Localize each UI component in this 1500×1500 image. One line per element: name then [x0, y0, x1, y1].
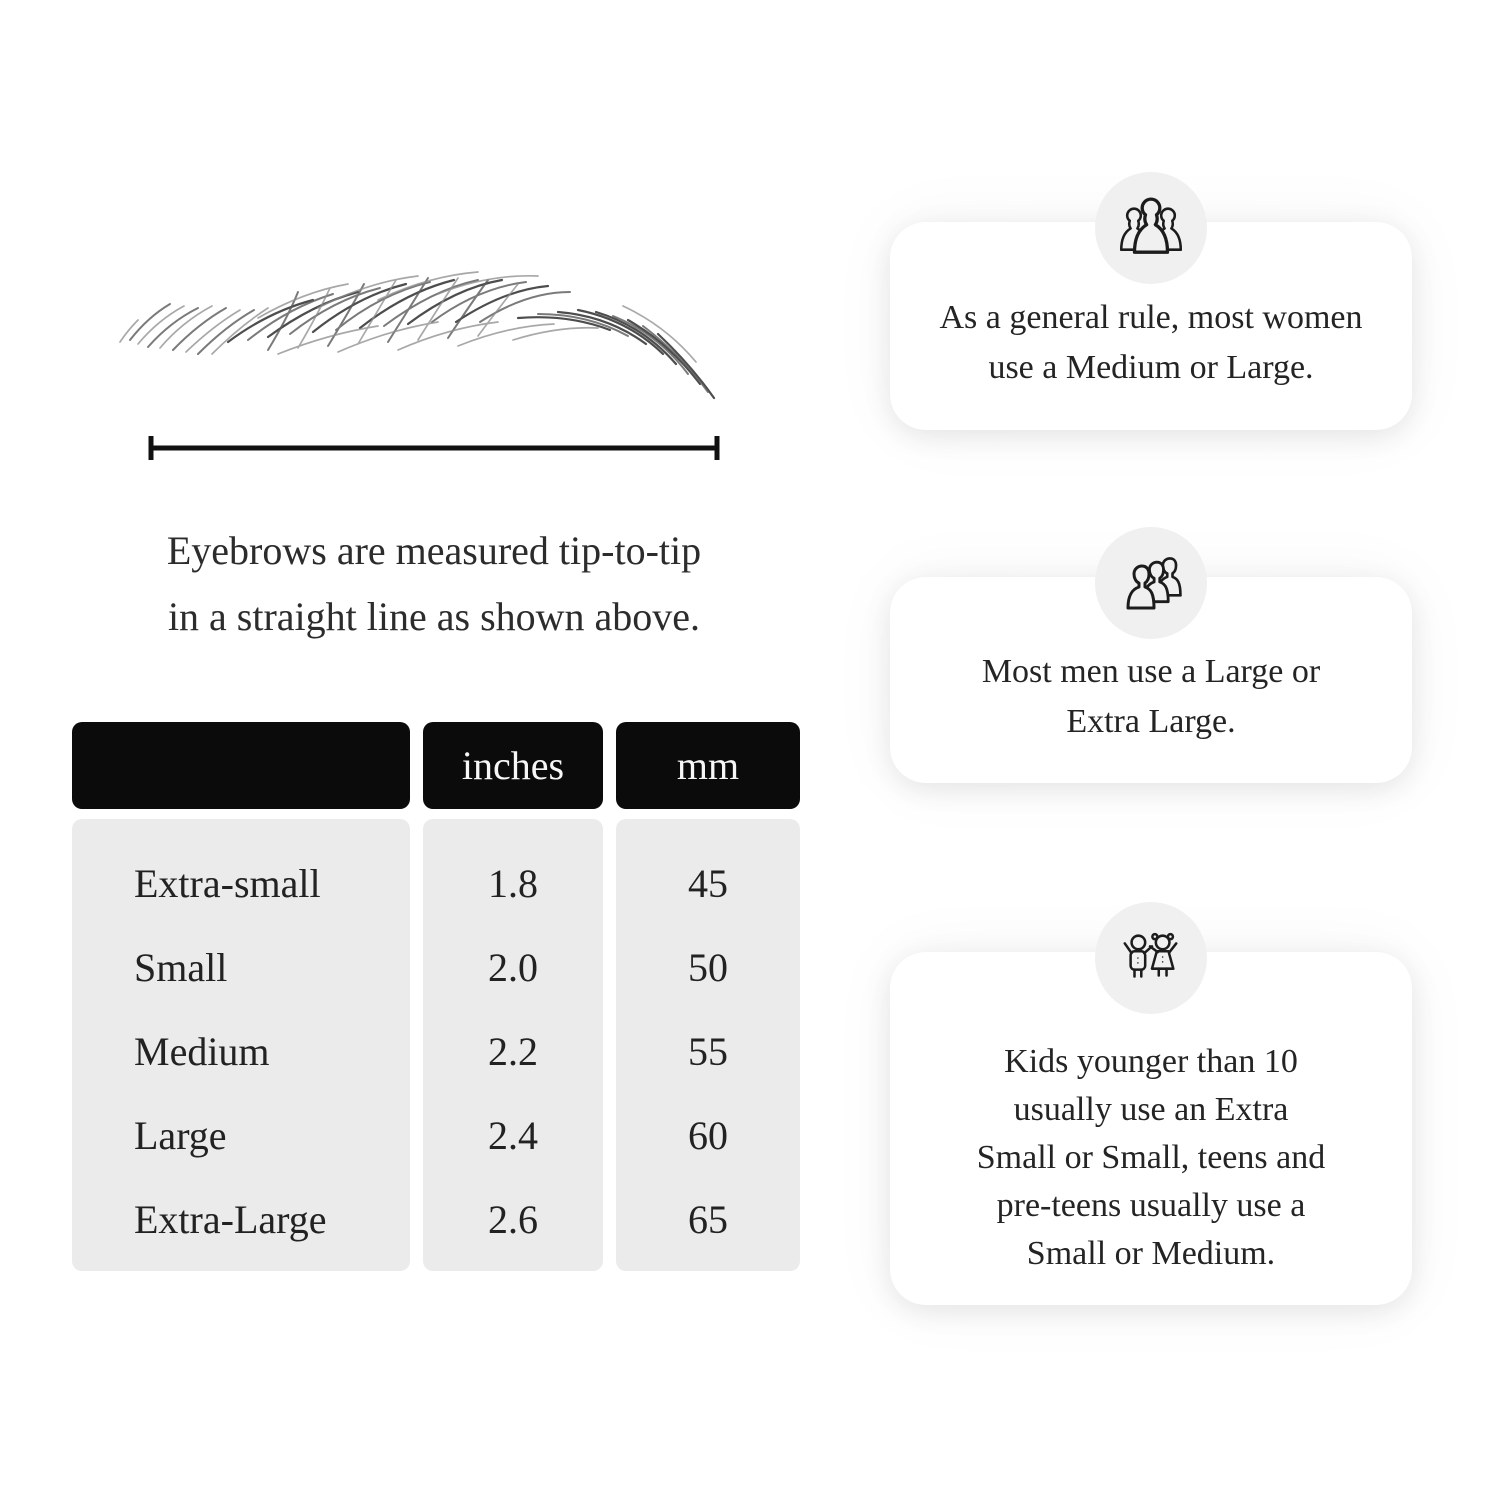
table-cell-size-label: Extra-Large: [134, 1196, 327, 1242]
table-cell-size-label: Large: [134, 1112, 227, 1158]
table-column-size: [72, 722, 410, 1271]
table-body-size: [72, 819, 410, 1271]
table-body-mm: [616, 819, 800, 1271]
table-header-size: [72, 722, 410, 809]
women-card-line-2: use a Medium or Large.: [988, 349, 1314, 386]
table-cell-size-label: Medium: [134, 1028, 270, 1074]
kids-card-line-5: Small or Medium.: [1026, 1234, 1276, 1272]
men-card-line-1: Most men use a Large or: [981, 653, 1321, 690]
table-cell-mm: 65: [688, 1196, 728, 1242]
table-cell-inches: 2.0: [488, 944, 538, 990]
table-cell-mm: 50: [688, 944, 728, 990]
table-body-inches: [423, 819, 603, 1271]
info-card-kids: [890, 952, 1412, 1305]
table-cell-mm: 60: [688, 1112, 728, 1158]
tip-to-tip-measure-line: [146, 434, 722, 462]
kids-icon: [1095, 902, 1207, 1014]
eyebrow-illustration: [118, 222, 746, 418]
table-header-inches: inches: [423, 722, 603, 809]
women-group-icon: [1095, 172, 1207, 284]
table-cell-mm: 55: [688, 1028, 728, 1074]
table-cell-size-label: Extra-small: [134, 860, 321, 906]
caption-line-2: in a straight line as shown above.: [167, 594, 701, 639]
table-column-inches: [423, 722, 603, 1271]
kids-card-line-2: usually use an Extra: [1013, 1090, 1289, 1128]
table-column-mm: [616, 722, 800, 1271]
measurement-caption: [120, 518, 748, 650]
men-group-icon: [1095, 527, 1207, 639]
caption-line-1: Eyebrows are measured tip-to-tip: [166, 528, 702, 573]
table-cell-inches: 2.6: [488, 1196, 538, 1242]
info-card-men: [890, 577, 1412, 783]
table-cell-inches: 1.8: [488, 860, 538, 906]
women-card-line-1: As a general rule, most women: [939, 299, 1363, 336]
table-cell-inches: 2.2: [488, 1028, 538, 1074]
info-card-women: [890, 222, 1412, 430]
kids-card-line-3: Small or Small, teens and: [976, 1138, 1326, 1176]
men-card-line-2: Extra Large.: [1066, 703, 1236, 740]
kids-card-line-1: Kids younger than 10: [1004, 1042, 1298, 1080]
table-cell-mm: 45: [688, 860, 728, 906]
table-cell-inches: 2.4: [488, 1112, 538, 1158]
size-chart-table: [72, 722, 792, 1271]
table-header-mm: mm: [616, 722, 800, 809]
table-cell-size-label: Small: [134, 944, 228, 990]
kids-card-line-4: pre-teens usually use a: [996, 1186, 1306, 1224]
